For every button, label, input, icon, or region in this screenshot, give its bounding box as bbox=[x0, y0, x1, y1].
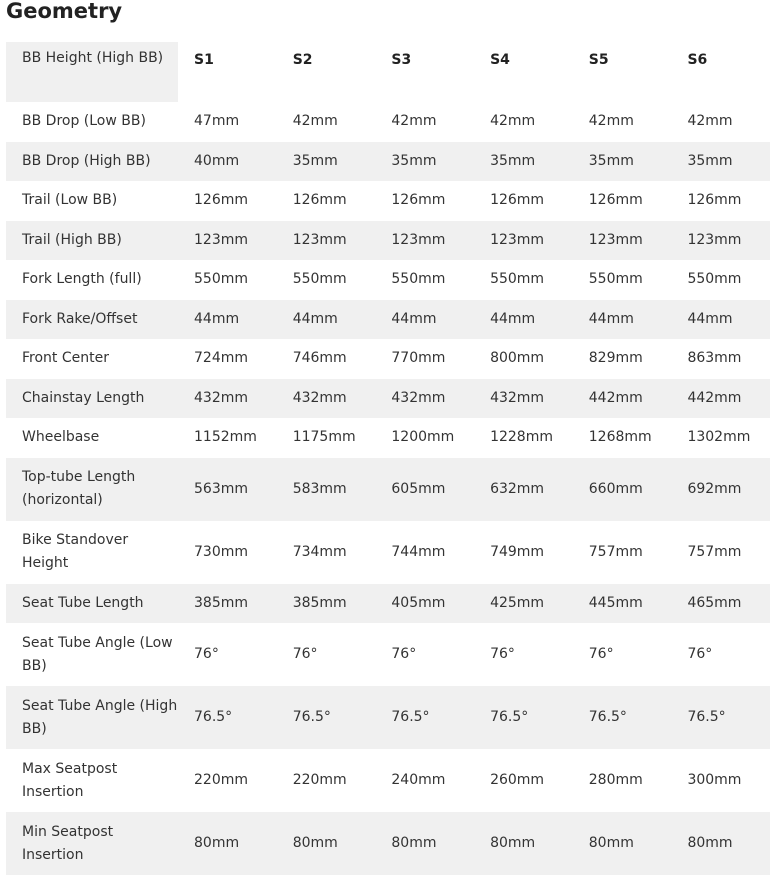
value-cell: 260mm bbox=[490, 772, 545, 788]
size-header-s2: S2 bbox=[277, 42, 376, 102]
value-cell: 123mm bbox=[375, 221, 474, 261]
value-cell: 76.5° bbox=[474, 686, 573, 749]
value-cell: 76.5° bbox=[178, 686, 277, 749]
geometry-table bbox=[6, 42, 770, 875]
value-cell: 746mm bbox=[292, 350, 347, 367]
value-cell: 1152mm bbox=[194, 429, 257, 446]
value-cell: 385mm bbox=[277, 584, 376, 624]
value-cell: 76.5° bbox=[573, 686, 672, 749]
table-row bbox=[6, 686, 770, 749]
value-cell: 80mm bbox=[474, 812, 573, 875]
row-label: Trail (High BB) bbox=[6, 221, 178, 261]
row-label: Chainstay Length bbox=[6, 379, 178, 419]
value-cell: 442mm bbox=[671, 379, 770, 419]
table-row bbox=[6, 623, 770, 686]
value-cell: 42mm bbox=[588, 113, 634, 130]
table-row bbox=[6, 142, 770, 182]
value-cell: 126mm bbox=[687, 192, 742, 209]
value-cell: 800mm bbox=[490, 350, 545, 367]
value-cell: 35mm bbox=[671, 142, 770, 182]
value-cell: 76° bbox=[588, 646, 614, 662]
value-cell: 550mm bbox=[194, 271, 248, 288]
value-cell: 730mm bbox=[194, 543, 248, 560]
value-cell: 40mm bbox=[178, 142, 277, 182]
value-cell: 80mm bbox=[671, 812, 770, 875]
value-cell: 126mm bbox=[391, 192, 446, 209]
value-cell: 80mm bbox=[573, 812, 672, 875]
table-header-row bbox=[6, 42, 770, 102]
value-cell: 35mm bbox=[474, 142, 573, 182]
value-cell: 432mm bbox=[277, 379, 376, 419]
value-cell: 80mm bbox=[277, 812, 376, 875]
value-cell: 76.5° bbox=[671, 686, 770, 749]
value-cell: 1268mm bbox=[588, 429, 652, 446]
row-label: Front Center bbox=[22, 350, 109, 367]
table-row bbox=[6, 300, 770, 340]
value-cell: 405mm bbox=[375, 584, 474, 624]
value-cell: 442mm bbox=[573, 379, 672, 419]
size-header-s1: S1 bbox=[178, 42, 277, 102]
table-row bbox=[6, 812, 770, 875]
value-cell: 76° bbox=[391, 646, 417, 662]
value-cell: 35mm bbox=[277, 142, 376, 182]
value-cell: 47mm bbox=[194, 113, 240, 130]
table-row bbox=[6, 339, 770, 379]
value-cell: 632mm bbox=[474, 458, 573, 521]
value-cell: 563mm bbox=[178, 458, 277, 521]
value-cell: 240mm bbox=[391, 772, 446, 788]
table-row bbox=[6, 418, 770, 458]
value-cell: 76° bbox=[490, 646, 515, 662]
row-label: Trail (Low BB) bbox=[22, 192, 118, 209]
row-label: Min Seatpost Insertion bbox=[6, 812, 178, 875]
value-cell: 770mm bbox=[391, 350, 446, 367]
value-cell: 724mm bbox=[194, 350, 248, 367]
row-label: BB Drop (Low BB) bbox=[22, 113, 146, 130]
value-cell: 123mm bbox=[573, 221, 672, 261]
value-cell: 550mm bbox=[687, 271, 742, 288]
value-cell: 465mm bbox=[671, 584, 770, 624]
value-cell: 126mm bbox=[588, 192, 643, 209]
value-cell: 76° bbox=[292, 646, 318, 662]
value-cell: 425mm bbox=[474, 584, 573, 624]
size-header-s6: S6 bbox=[671, 42, 770, 102]
row-label: Top-tube Length (horizontal) bbox=[6, 458, 178, 521]
table-row bbox=[6, 379, 770, 419]
row-label: Wheelbase bbox=[22, 429, 100, 446]
value-cell: 123mm bbox=[277, 221, 376, 261]
value-cell: 863mm bbox=[687, 350, 742, 367]
value-cell: 749mm bbox=[490, 543, 545, 560]
value-cell: 734mm bbox=[292, 543, 347, 560]
value-cell: 550mm bbox=[391, 271, 446, 288]
row-label: Bike Standover Height bbox=[22, 532, 129, 571]
value-cell: 126mm bbox=[292, 192, 347, 209]
value-cell: 44mm bbox=[178, 300, 277, 340]
value-cell: 550mm bbox=[588, 271, 643, 288]
table-row bbox=[6, 221, 770, 261]
size-header-s5: S5 bbox=[573, 42, 672, 102]
table-row bbox=[6, 260, 770, 300]
value-cell: 280mm bbox=[588, 772, 643, 788]
value-cell: 80mm bbox=[375, 812, 474, 875]
value-cell: 757mm bbox=[588, 543, 643, 560]
value-cell: 220mm bbox=[194, 772, 248, 788]
table-row bbox=[6, 749, 770, 812]
table-row bbox=[6, 521, 770, 584]
value-cell: 76.5° bbox=[375, 686, 474, 749]
value-cell: 42mm bbox=[292, 113, 338, 130]
value-cell: 220mm bbox=[292, 772, 347, 788]
value-cell: 123mm bbox=[671, 221, 770, 261]
row-label: Fork Rake/Offset bbox=[6, 300, 178, 340]
row-label: Seat Tube Angle (High BB) bbox=[6, 686, 178, 749]
value-cell: 44mm bbox=[277, 300, 376, 340]
value-cell: 42mm bbox=[391, 113, 437, 130]
value-cell: 123mm bbox=[474, 221, 573, 261]
header-label-cell: BB Height (High BB) bbox=[6, 42, 178, 102]
value-cell: 44mm bbox=[474, 300, 573, 340]
table-row bbox=[6, 102, 770, 142]
value-cell: 35mm bbox=[375, 142, 474, 182]
table-row bbox=[6, 584, 770, 624]
value-cell: 44mm bbox=[573, 300, 672, 340]
value-cell: 44mm bbox=[671, 300, 770, 340]
value-cell: 829mm bbox=[588, 350, 643, 367]
value-cell: 76.5° bbox=[277, 686, 376, 749]
value-cell: 757mm bbox=[687, 543, 742, 560]
value-cell: 44mm bbox=[375, 300, 474, 340]
size-header-s4: S4 bbox=[474, 42, 573, 102]
value-cell: 660mm bbox=[573, 458, 672, 521]
value-cell: 76° bbox=[194, 646, 219, 662]
size-header-s3: S3 bbox=[375, 42, 474, 102]
value-cell: 550mm bbox=[490, 271, 545, 288]
value-cell: 605mm bbox=[375, 458, 474, 521]
value-cell: 432mm bbox=[375, 379, 474, 419]
value-cell: 1302mm bbox=[687, 429, 751, 446]
value-cell: 1200mm bbox=[391, 429, 455, 446]
value-cell: 432mm bbox=[178, 379, 277, 419]
table-row bbox=[6, 181, 770, 221]
value-cell: 1228mm bbox=[490, 429, 553, 446]
value-cell: 42mm bbox=[490, 113, 536, 130]
table-body bbox=[6, 102, 770, 875]
row-label: Fork Length (full) bbox=[22, 271, 142, 288]
value-cell: 445mm bbox=[573, 584, 672, 624]
table-row bbox=[6, 458, 770, 521]
value-cell: 385mm bbox=[178, 584, 277, 624]
value-cell: 300mm bbox=[687, 772, 742, 788]
value-cell: 76° bbox=[687, 646, 713, 662]
value-cell: 35mm bbox=[573, 142, 672, 182]
value-cell: 550mm bbox=[292, 271, 347, 288]
row-label: Seat Tube Angle (Low BB) bbox=[22, 634, 173, 674]
value-cell: 123mm bbox=[178, 221, 277, 261]
value-cell: 1175mm bbox=[292, 429, 356, 446]
value-cell: 744mm bbox=[391, 543, 446, 560]
row-label: Seat Tube Length bbox=[6, 584, 178, 624]
row-label: Max Seatpost Insertion bbox=[22, 760, 118, 800]
value-cell: 692mm bbox=[671, 458, 770, 521]
value-cell: 432mm bbox=[474, 379, 573, 419]
value-cell: 583mm bbox=[277, 458, 376, 521]
value-cell: 126mm bbox=[194, 192, 248, 209]
value-cell: 80mm bbox=[178, 812, 277, 875]
value-cell: 42mm bbox=[687, 113, 733, 130]
value-cell: 126mm bbox=[490, 192, 545, 209]
page-title: Geometry bbox=[6, 0, 123, 23]
row-label: BB Drop (High BB) bbox=[6, 142, 178, 182]
